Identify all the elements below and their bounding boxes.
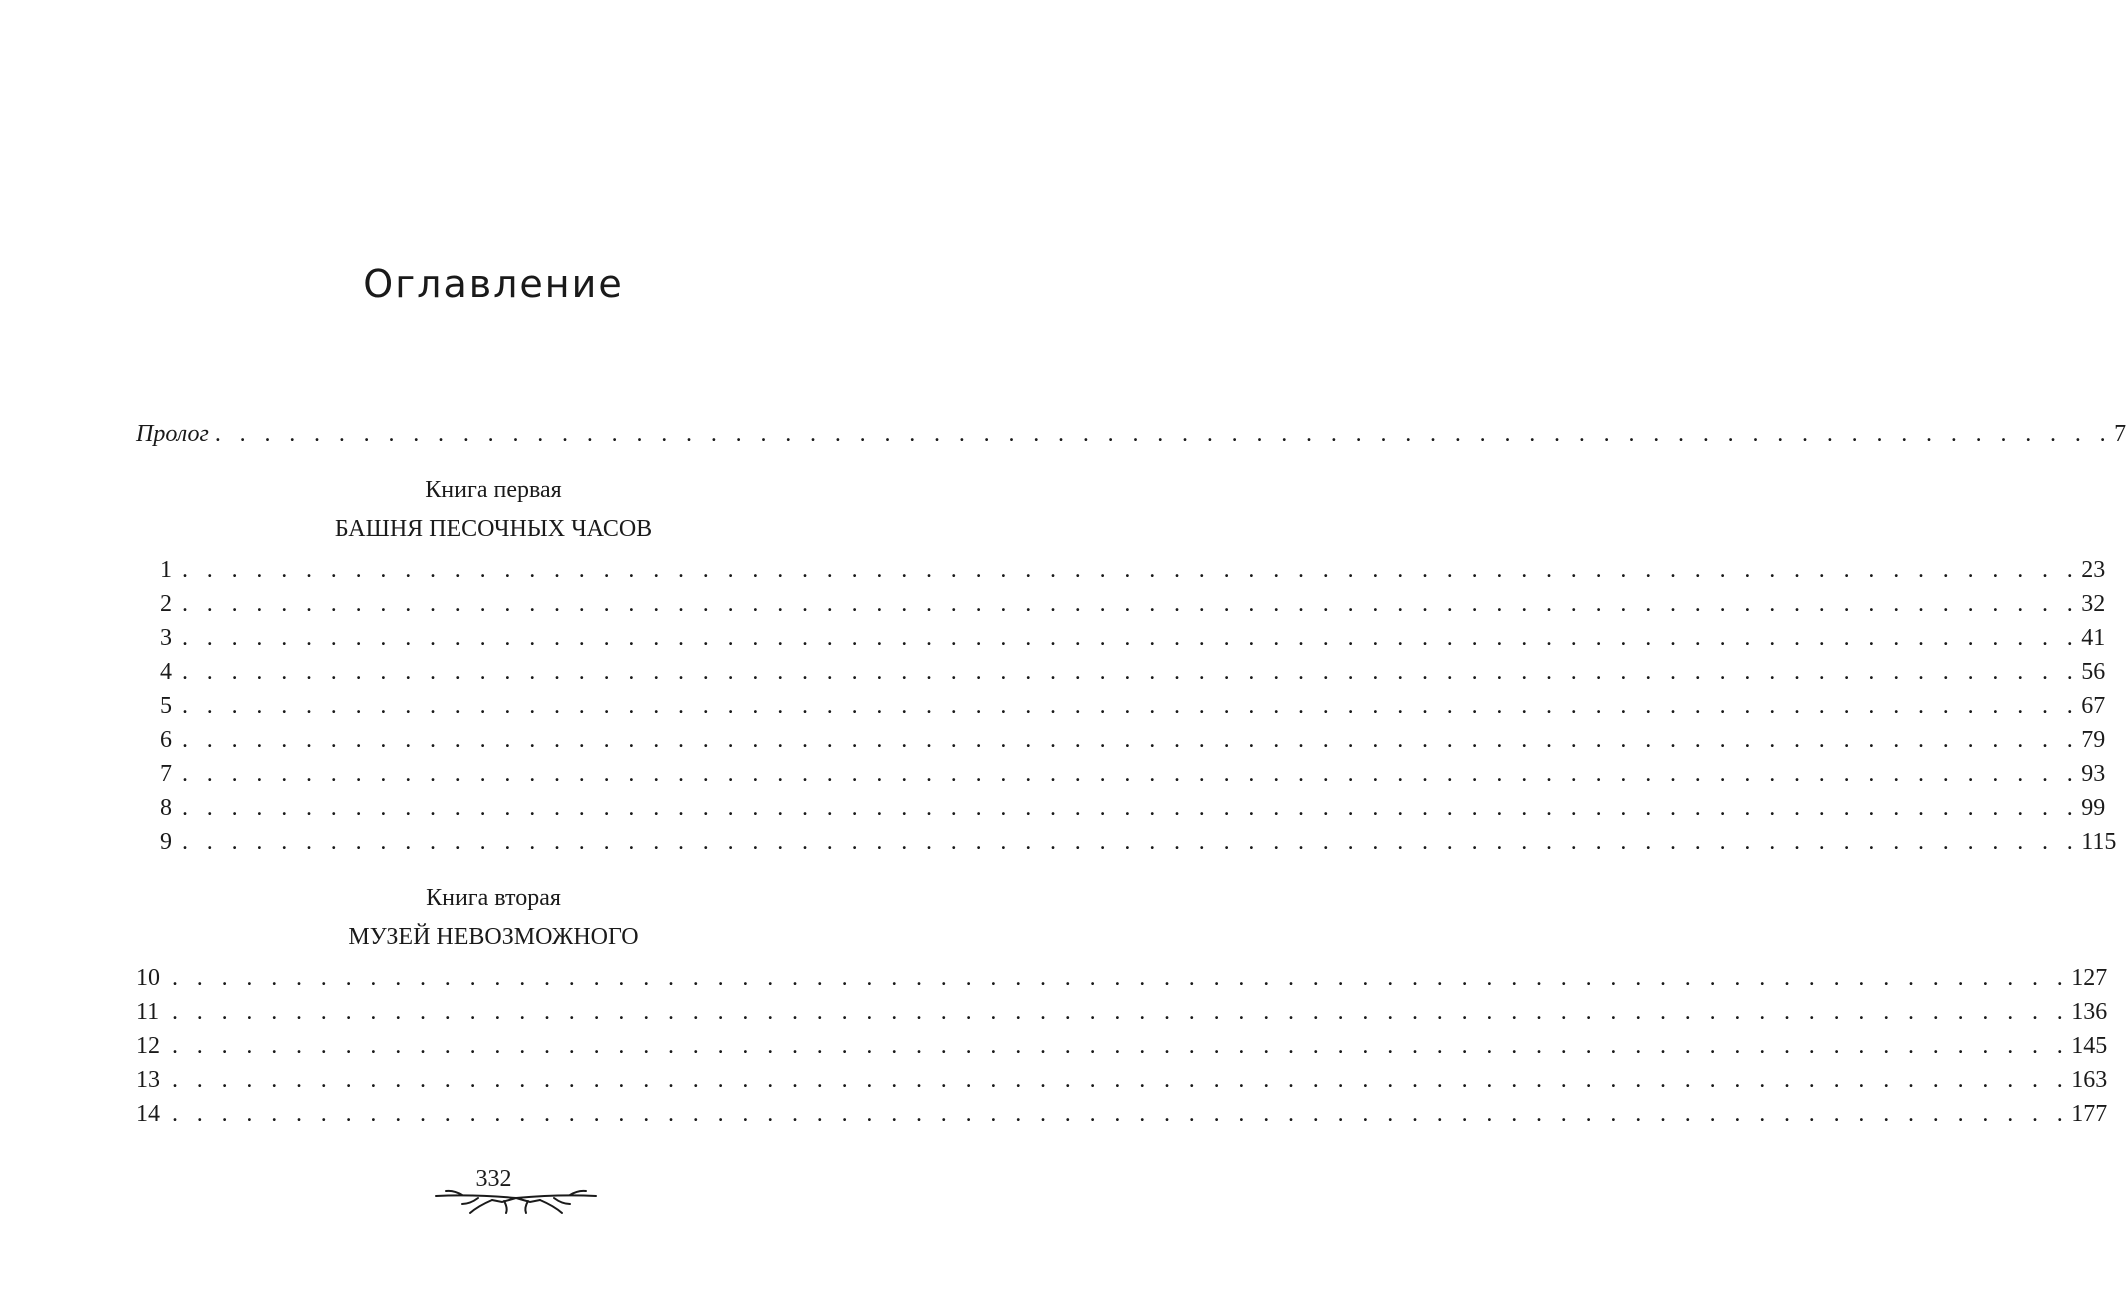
book-two-heading: Книга вторая [426,885,561,911]
book-one-heading: Книга первая [425,477,562,503]
book-one-title: БАШНЯ ПЕСОЧНЫХ ЧАСОВ [334,516,653,542]
chapter-number: 13 [136,1067,160,1093]
chapter-page: 115 [2081,829,2117,855]
leader-dots: . . . . . . . . . . . . . . . . . . . . . . . . . . . . . . . . . . . . . . . . . . . . . . . . . . . . . . . . . . . . . . . . . . . . . . . . . . . . . [182,659,2080,685]
chapter-number: 12 [136,1033,160,1059]
chapter-number: 10 [136,965,160,991]
chapter-page: 56 [2081,659,2106,685]
leader-dots: . . . . . . . . . . . . . . . . . . . . . . . . . . . . . . . . . . . . . . . . . . . . . . . . . . . . . . . . . . . . . . . . . . . . . . . . . . . . . [172,965,2070,991]
toc-entry[interactable] [136,1029,2108,1063]
leader-dots: . . . . . . . . . . . . . . . . . . . . . . . . . . . . . . . . . . . . . . . . . . . . . . . . . . . . . . . . . . . . . . . . . . . . . . . . . . . . . [182,829,2080,855]
leader-dots: . . . . . . . . . . . . . . . . . . . . . . . . . . . . . . . . . . . . . . . . . . . . . . . . . . . . . . . . . . . . . . . . . . . . . . . . . . . . . [172,1033,2070,1059]
chapter-page: 79 [2081,727,2106,753]
leader-dots: . . . . . . . . . . . . . . . . . . . . . . . . . . . . . . . . . . . . . . . . . . . . . . . . . . . . . . . . . . . . . . . . . . . . . . . . . . . . . [214,421,2113,447]
toc-entry[interactable] [136,791,2106,825]
chapter-number: 5 [160,693,172,719]
chapter-number: 1 [160,557,172,583]
toc-entry[interactable] [136,825,2117,859]
chapter-number: 3 [160,625,172,651]
chapter-page: 136 [2071,999,2108,1025]
page-title: Оглавление [363,262,624,306]
chapter-page: 67 [2081,693,2106,719]
toc-entry[interactable] [136,1097,2108,1131]
book-two-chapter-list [136,961,2108,1131]
toc-entry[interactable] [136,1063,2108,1097]
chapter-number: 6 [160,727,172,753]
chapter-page: 32 [2081,591,2106,617]
toc-entry[interactable] [136,995,2108,1029]
chapter-page: 145 [2071,1033,2108,1059]
chapter-number: 4 [160,659,172,685]
chapter-page: 41 [2081,625,2106,651]
leader-dots: . . . . . . . . . . . . . . . . . . . . . . . . . . . . . . . . . . . . . . . . . . . . . . . . . . . . . . . . . . . . . . . . . . . . . . . . . . . . . [182,693,2080,719]
toc-entry[interactable] [136,689,2106,723]
leader-dots: . . . . . . . . . . . . . . . . . . . . . . . . . . . . . . . . . . . . . . . . . . . . . . . . . . . . . . . . . . . . . . . . . . . . . . . . . . . . . [182,591,2080,617]
page-number: 332 [475,1166,512,1192]
toc-entry[interactable] [136,757,2106,791]
toc-entry[interactable] [136,655,2106,689]
leader-dots: . . . . . . . . . . . . . . . . . . . . . . . . . . . . . . . . . . . . . . . . . . . . . . . . . . . . . . . . . . . . . . . . . . . . . . . . . . . . . [182,727,2080,753]
prologue-label: Пролог [136,421,209,447]
chapter-number: 14 [136,1101,160,1127]
chapter-page: 93 [2081,761,2106,787]
prologue-page: 7 [2114,421,2126,447]
leader-dots: . . . . . . . . . . . . . . . . . . . . . . . . . . . . . . . . . . . . . . . . . . . . . . . . . . . . . . . . . . . . . . . . . . . . . . . . . . . . . [172,1067,2070,1093]
toc-entry[interactable] [136,961,2108,995]
chapter-page: 99 [2081,795,2106,821]
branch-ornament-icon [432,1186,600,1216]
toc-entry-prologue[interactable] [136,417,2126,451]
chapter-page: 23 [2081,557,2106,583]
toc-entry[interactable] [136,723,2106,757]
chapter-number: 8 [160,795,172,821]
chapter-number: 7 [160,761,172,787]
leader-dots: . . . . . . . . . . . . . . . . . . . . . . . . . . . . . . . . . . . . . . . . . . . . . . . . . . . . . . . . . . . . . . . . . . . . . . . . . . . . . [182,557,2080,583]
chapter-page: 177 [2071,1101,2108,1127]
toc-entry[interactable] [136,587,2106,621]
leader-dots: . . . . . . . . . . . . . . . . . . . . . . . . . . . . . . . . . . . . . . . . . . . . . . . . . . . . . . . . . . . . . . . . . . . . . . . . . . . . . [182,795,2080,821]
chapter-number: 2 [160,591,172,617]
chapter-page: 163 [2071,1067,2108,1093]
leader-dots: . . . . . . . . . . . . . . . . . . . . . . . . . . . . . . . . . . . . . . . . . . . . . . . . . . . . . . . . . . . . . . . . . . . . . . . . . . . . . [172,1101,2070,1127]
chapter-number: 9 [160,829,172,855]
toc-entry[interactable] [136,553,2106,587]
book-one-chapter-list [136,553,2117,859]
leader-dots: . . . . . . . . . . . . . . . . . . . . . . . . . . . . . . . . . . . . . . . . . . . . . . . . . . . . . . . . . . . . . . . . . . . . . . . . . . . . . [172,999,2070,1025]
leader-dots: . . . . . . . . . . . . . . . . . . . . . . . . . . . . . . . . . . . . . . . . . . . . . . . . . . . . . . . . . . . . . . . . . . . . . . . . . . . . . [182,625,2080,651]
chapter-page: 127 [2071,965,2108,991]
leader-dots: . . . . . . . . . . . . . . . . . . . . . . . . . . . . . . . . . . . . . . . . . . . . . . . . . . . . . . . . . . . . . . . . . . . . . . . . . . . . . [182,761,2080,787]
chapter-number: 11 [136,999,160,1025]
book-two-title: МУЗЕЙ НЕВОЗМОЖНОГО [348,924,639,950]
toc-entry[interactable] [136,621,2106,655]
